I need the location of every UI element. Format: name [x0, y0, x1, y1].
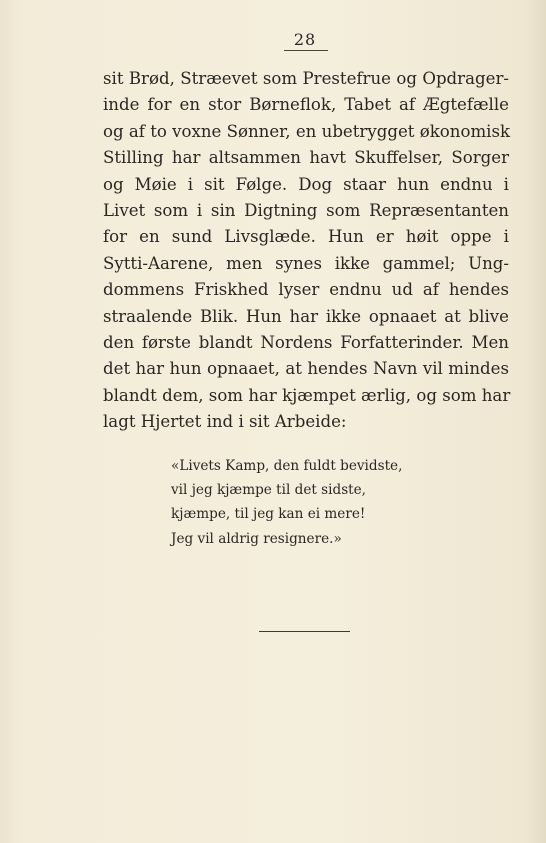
verse-line: Jeg vil aldrig resignere.»: [171, 530, 342, 547]
paragraph-line: den første blandt Nordens Forfatterinder. Men: [103, 333, 509, 353]
paragraph-line: dommens Friskhed lyser endnu ud af hendes: [103, 280, 509, 300]
verse-quote: [171, 454, 431, 551]
paragraph-line: sit Brød, Stræevet som Prestefrue og Opdrager-: [103, 69, 509, 88]
paragraph-line: for en sund Livsglæde. Hun er høit oppe i: [103, 227, 509, 247]
paragraph-line: Livet som i sin Digtning som Repræsentanten: [103, 201, 509, 221]
paragraph-line: og Møie i sit Følge. Dog staar hun endnu i: [103, 174, 509, 194]
page-number: 28: [293, 30, 317, 49]
paragraph-line: inde for en stor Børneflok, Tabet af Ægtefælle: [103, 95, 509, 115]
verse-line: «Livets Kamp, den fuldt bevidste,: [171, 458, 403, 474]
paragraph-line: lagt Hjertet ind i sit Arbeide:: [103, 412, 347, 432]
section-end-rule: [259, 631, 350, 632]
paragraph-line: og af to voxne Sønner, en ubetrygget økonomisk: [103, 121, 511, 141]
paragraph-line: Stilling har altsammen havt Skuffelser, Sorger: [103, 148, 509, 168]
verse-line: vil jeg kjæmpe til det sidste,: [171, 482, 367, 499]
paragraph-line: Sytti-Aarene, men synes ikke gammel; Ung-: [103, 253, 509, 273]
page-number-underline: [284, 50, 328, 51]
body-paragraph: [103, 66, 509, 436]
paragraph-line: det har hun opnaaet, at hendes Navn vil mindes: [103, 359, 509, 379]
paragraph-line: blandt dem, som har kjæmpet ærlig, og som har: [103, 385, 511, 405]
verse-line: kjæmpe, til jeg kan ei mere!: [171, 506, 366, 523]
paragraph-line: straalende Blik. Hun har ikke opnaaet at blive: [103, 306, 509, 326]
